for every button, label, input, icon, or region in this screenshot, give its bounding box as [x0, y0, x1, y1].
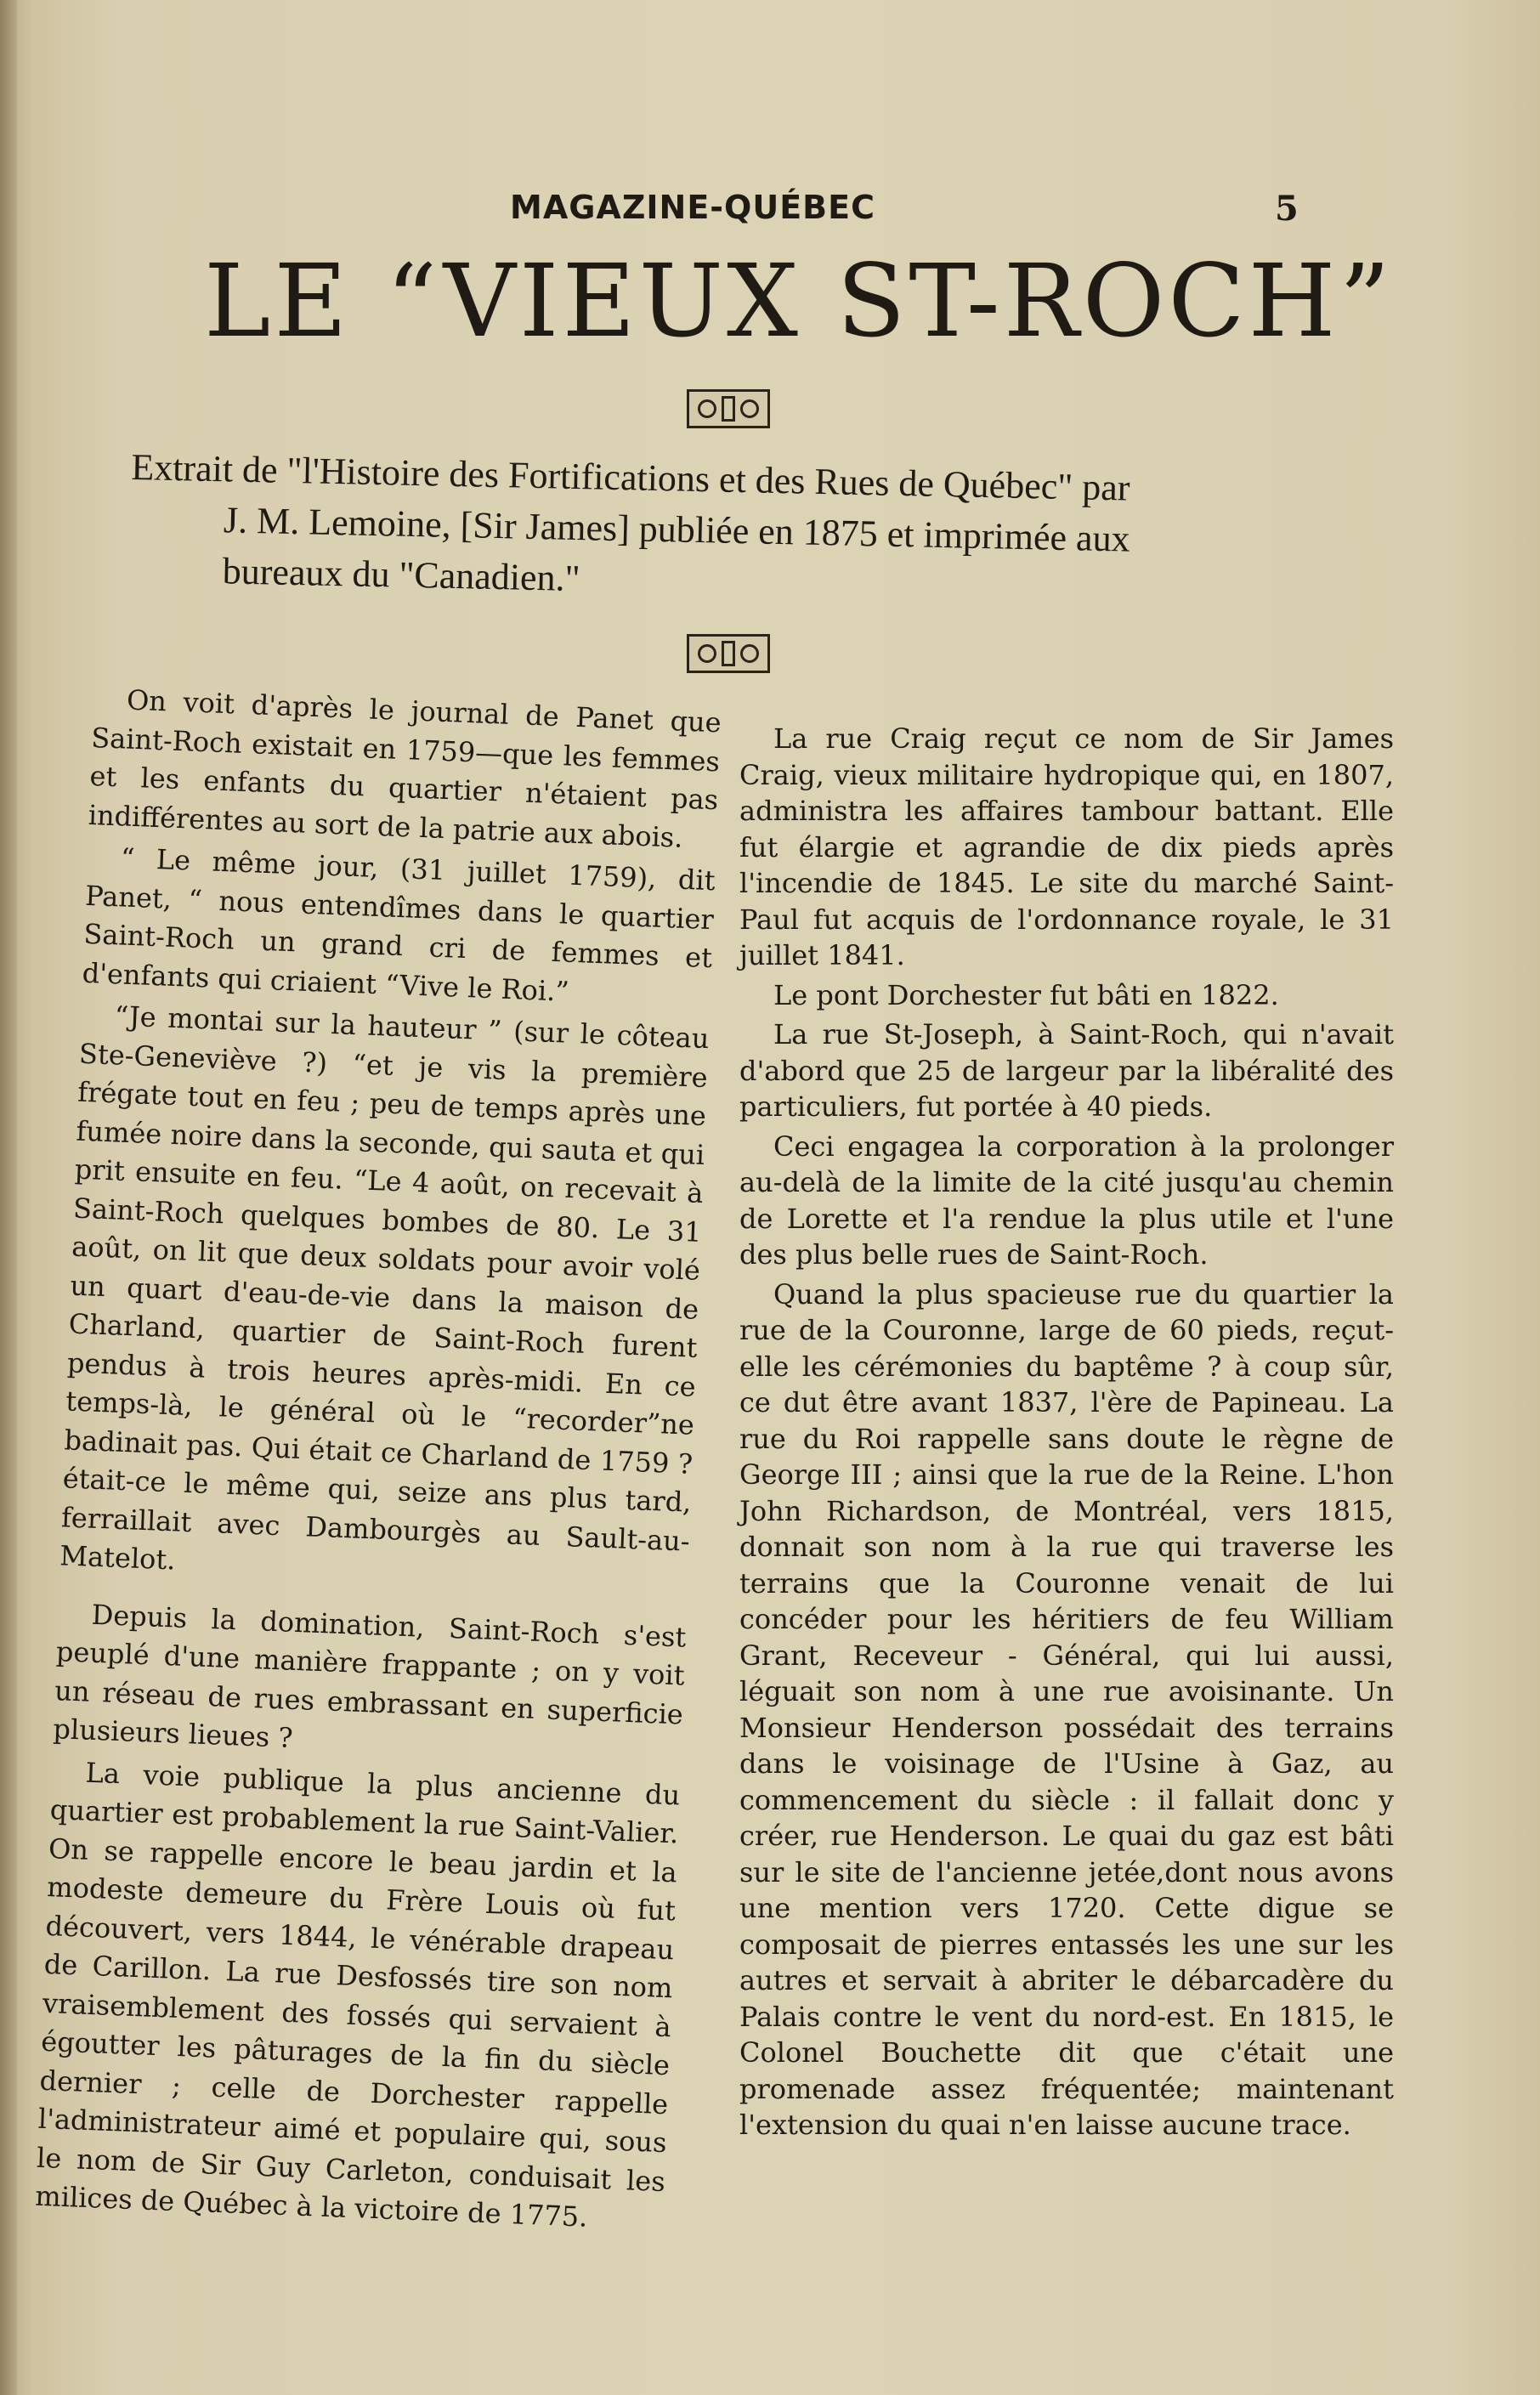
- paragraph: La voie publique la plus ancienne du quartier est probablement la rue Saint-Valier. On se rappelle encore le beau jardin et la modeste demeure du Frère Louis où fut découvert, vers 1844, le vénérable drapeau de Carillon. La rue Desfossés tire son nom vraisemblement des fossés qui servaient à égoutter les pâturages de la fin du siècle dernier ; celle de Dorchester rappelle l'administrateur aimé et populaire qui, sous le nom de Sir Guy Carleton, conduisait les milices de Québec à la victoire de 1775.: [34, 1756, 681, 2234]
- ornament-icon: [687, 634, 770, 673]
- paragraph: On voit d'après le journal de Panet que Saint-Roch existait en 1759—que les femmes et les enfants du quartier n'étaient pas indifférentes au sort de la patrie aux abois.: [88, 683, 722, 854]
- subtitle-line: bureaux du "Canadien.": [222, 550, 581, 600]
- page-number: 5: [1275, 189, 1299, 229]
- subtitle-line: Extrait de "l'Histoire des Fortifications et des Rues de Québec" par: [130, 445, 1130, 509]
- paragraph: Ceci engagea la corporation à la prolonger au-delà de la limite de la cité jusqu'au chemin de Lorette et l'a rendue la plus utile et l'une des plus belle rues de Saint-Roch.: [739, 1130, 1394, 1271]
- left-column: [34, 680, 722, 2244]
- page-spine-shadow: [0, 0, 17, 2395]
- paragraph: Le pont Dorchester fut bâti en 1822.: [773, 978, 1279, 1011]
- paragraph: Depuis la domination, Saint-Roch s'est peuplé d'une manière frappante ; on y voit un réseau de rues embrassant en superficie plusieurs lieues ?: [52, 1598, 688, 1754]
- ornament-icon: [687, 389, 770, 428]
- subtitle-line: J. M. Lemoine, [Sir James] publiée en 1875 et imprimée aux: [223, 499, 1131, 560]
- paragraph: Quand la plus spacieuse rue du quartier la rue de la Couronne, large de 60 pieds, reçut-elle les cérémonies du baptême ? à coup sûr, ce dut être avant 1837, l'ère de Papineau. La rue du Roi rappelle sans doute le règne de George III ; ainsi que la rue de la Reine. L'hon John Richardson, de Montréal, vers 1815, donnait son nom à la rue qui traverse les terrains que la Couronne venait de lui concéder pour les héritiers de feu William Grant, Receveur - Général, qui lui aussi, léguait son nom à une rue avoisinante. Un Monsieur Henderson possédait des terrains dans le voisinage de l'Usine à Gaz, au commencement du siècle : il fallait donc y créer, rue Henderson. Le quai du gaz est bâti sur le site de l'ancienne jetée,dont nous avons une mention vers 1720. Cette digue se composait de pierres entassés les une sur les autres et servait à abriter le débarcadère du Palais contre le vent du nord-est. En 1815, le Colonel Bouchette dit que c'était une promenade assez fréquentée; maintenant l'extension du quai n'en laisse aucune trace.: [739, 1277, 1394, 2141]
- right-column: [739, 721, 1394, 2147]
- article-title: LE “VIEUX ST-ROCH”: [204, 242, 1394, 360]
- paragraph: “ Le même jour, (31 juillet 1759), dit Panet, “ nous entendîmes dans le quartier Saint-Roch un grand cri de femmes et d'enfants qui criaient “Vive le Roi.”: [82, 841, 716, 1008]
- paragraph: La rue St-Joseph, à Saint-Roch, qui n'avait d'abord que 25 de largeur par la libéralité des particuliers, fut portée à 40 pieds.: [739, 1018, 1394, 1123]
- paragraph: “Je montai sur la hauteur ” (sur le côteau Ste-Geneviève ?) “et je vis la première frégate tout en feu ; peu de temps après une fumée noire dans la seconde, qui sauta et qui prit ensuite en feu. “Le 4 août, on recevait à Saint-Roch quelques bombes de 80. Le 31 août, on lit que deux soldats pour avoir volé un quart d'eau-de-vie dans la maison de Charland, quartier de Saint-Roch furent pendus à trois heures après-midi. En ce temps-là, le général où le “recorder”ne badinait pas. Qui était ce Charland de 1759 ? était-ce le même qui, seize ans plus tard, ferraillait avec Dambourgès au Sault-au-Matelot.: [59, 999, 711, 1577]
- article-subtitle: [128, 442, 1355, 620]
- running-head: MAGAZINE-QUÉBEC: [510, 189, 875, 226]
- paragraph: La rue Craig reçut ce nom de Sir James Craig, vieux militaire hydropique qui, en 1807, administra les affaires tambour battant. Elle fut élargie et agrandie de dix pieds après l'incendie de 1845. Le site du marché Saint-Paul fut acquis de l'ordonnance royale, le 31 juillet 1841.: [739, 722, 1394, 971]
